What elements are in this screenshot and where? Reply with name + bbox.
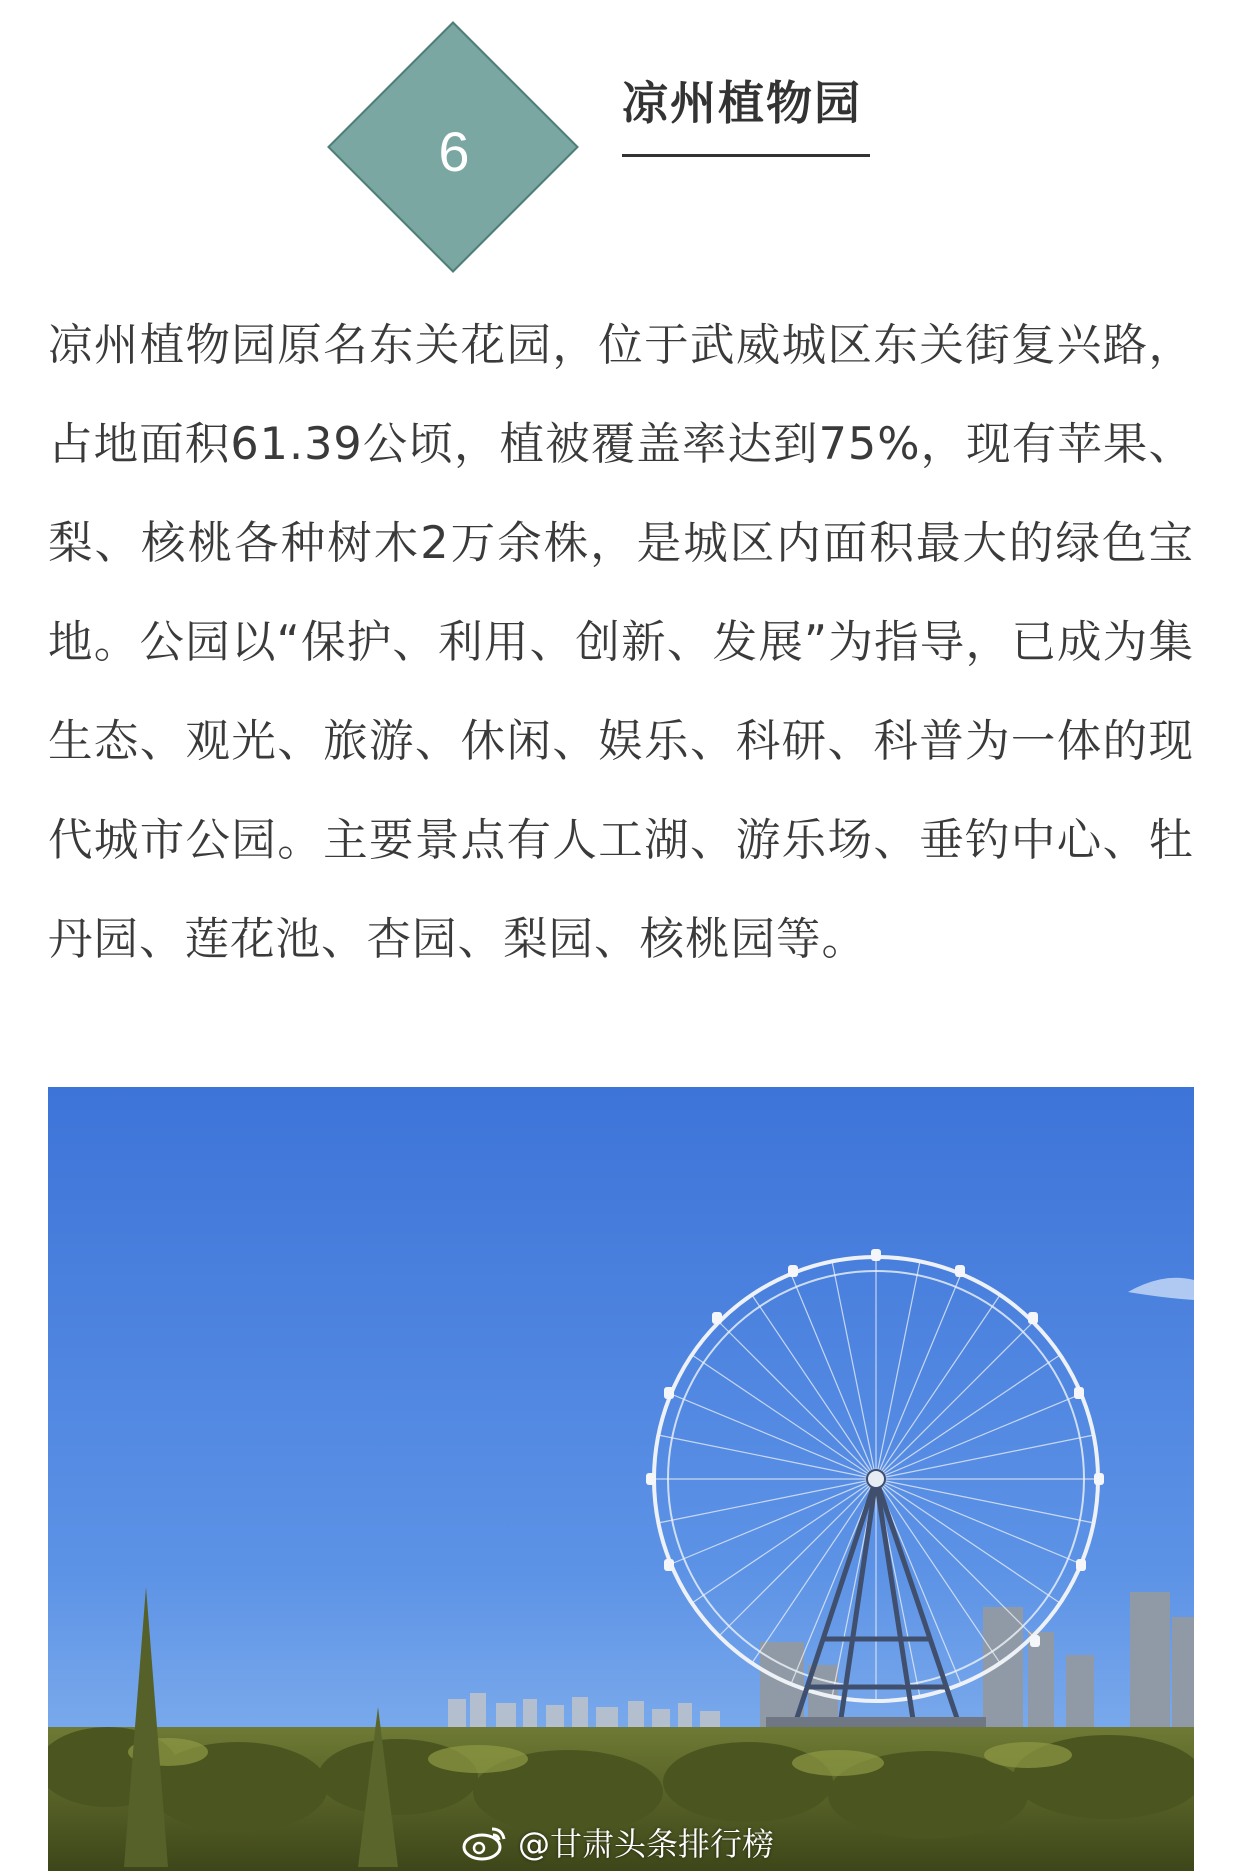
weibo-icon: [462, 1823, 508, 1861]
title-underline: [622, 154, 870, 157]
section-number: 6: [438, 120, 470, 183]
section-header: [0, 0, 1242, 300]
ferris-wheel-scene: [48, 1087, 1194, 1871]
photo-watermark: [462, 1818, 774, 1866]
ferris-wheel-hub: [867, 1470, 885, 1488]
watermark-text: @甘肃头条排行榜: [518, 1825, 775, 1863]
park-photo: [48, 1087, 1194, 1871]
section-title: 凉州植物园: [622, 76, 862, 130]
article-paragraph: 凉州植物园原名东关花园，位于武威城区东关街复兴路，占地面积61.39公顷，植被覆盖率达到75%，现有苹果、梨、核桃各种树木2万余株，是城区内面积最大的绿色宝地。公园以“保护、利用、创新、发展”为指导，已成为集生态、观光、旅游、休闲、娱乐、科研、科普为一体的现代城市公园。主要景点有人工湖、游乐场、垂钓中心、牡丹园、莲花池、杏园、梨园、核桃园等。: [48, 320, 1194, 965]
